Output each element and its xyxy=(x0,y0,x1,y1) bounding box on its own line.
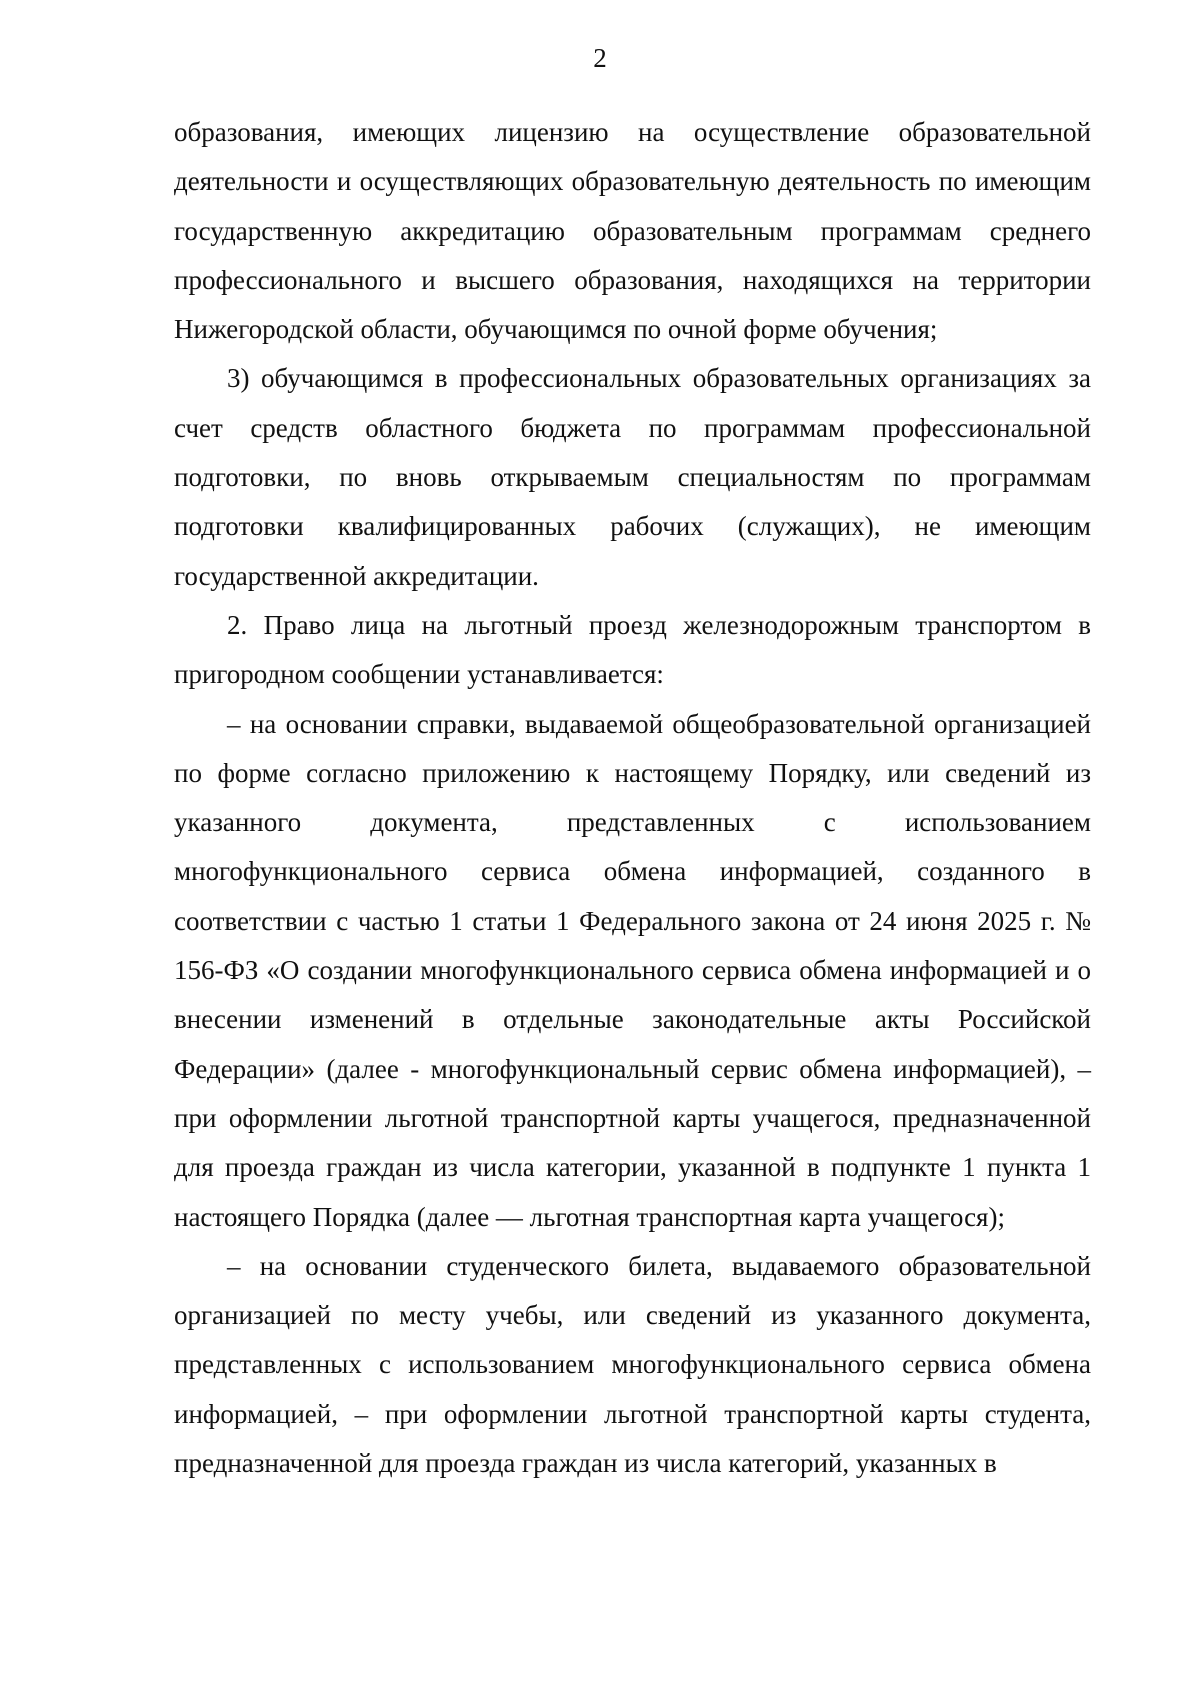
document-body xyxy=(174,108,1091,1488)
paragraph-item-3: 3) обучающимся в профессиональных образовательных организациях за счет средств областного бюджета по программам профессиональной подготовки, по вновь открываемым специальностям по программам подготовки квалифицированных рабочих (служащих), не имеющим государственной аккредитации. xyxy=(174,363,1091,591)
paragraph-dash-item-2: – на основании студенческого билета, выдаваемого образовательной организацией по месту учебы, или сведений из указанного документа, представленных с использованием многофункционального сервиса обмена информацией, – при оформлении льготной транспортной карты студента, предназначенной для проезда граждан из числа категорий, указанных в xyxy=(174,1250,1091,1479)
paragraph-section-2: 2. Право лица на льготный проезд железнодорожным транспортом в пригородном сообщении устанавливается: xyxy=(174,609,1091,690)
page-number: 2 xyxy=(593,43,607,73)
paragraph-continuation: образования, имеющих лицензию на осуществление образовательной деятельности и осуществляющих образовательную деятельность по имеющим государственную аккредитацию образовательным программам среднего профессионального и высшего образования, находящихся на территории Нижегородской области, обучающимся по очной форме обучения; xyxy=(174,117,1091,345)
paragraph-dash-item-1: – на основании справки, выдаваемой общеобразовательной организацией по форме согласно приложению к настоящему Порядку, или сведений из указанного документа, представленных с использованием многофункционального сервиса обмена информацией, созданного в соответствии с частью 1 статьи 1 Федерального закона от 24 июня 2025 г. № 156-ФЗ «О создании многофункционального сервиса обмена информацией и о внесении изменений в отдельные законодательные акты Российской Федерации» (далее - многофункциональный сервис обмена информацией), – при оформлении льготной транспортной карты учащегося, предназначенной для проезда граждан из числа категории, указанной в подпункте 1 пункта 1 настоящего Порядка (далее — льготная транспортная карта учащегося); xyxy=(174,708,1091,1232)
